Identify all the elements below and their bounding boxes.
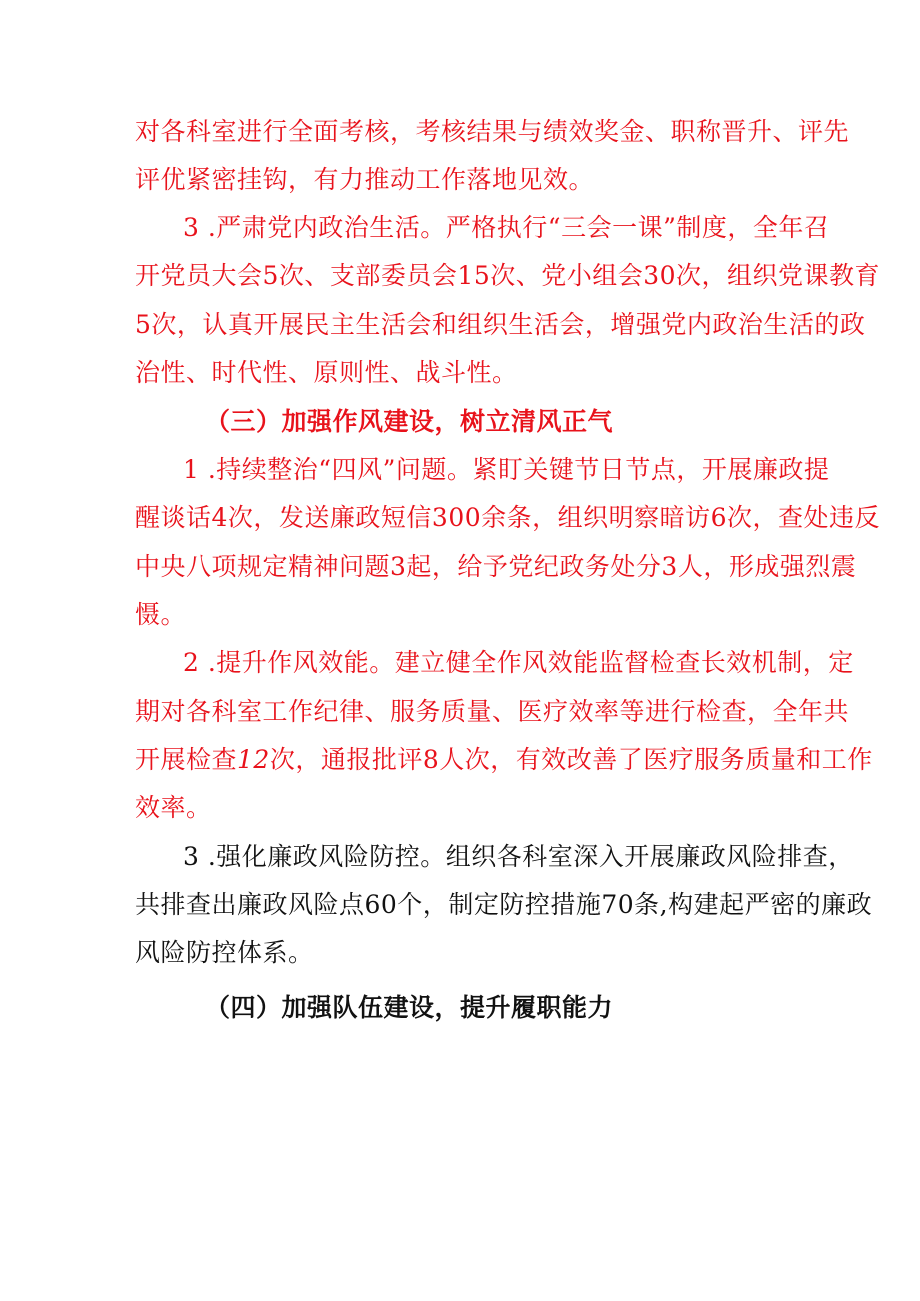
paragraph-line: 共排查出廉政风险点60个，制定防控措施70条,构建起严密的廉政 xyxy=(135,890,873,919)
paragraph-line: 3 .严肃党内政治生活。严格执行“三会一课”制度，全年召 xyxy=(183,213,830,242)
paragraph-line: 1 .持续整治“四风”问题。紧盯关键节日节点，开展廉政提 xyxy=(183,455,830,484)
section-heading: （三）加强作风建设，树立清风正气 xyxy=(205,407,614,436)
paragraph-line: 对各科室进行全面考核，考核结果与绩效奖金、职称晋升、评先 xyxy=(135,117,850,146)
line-text-start: 开展检查 xyxy=(135,745,238,774)
paragraph-line xyxy=(135,745,873,775)
paragraph-line: 治性、时代性、原则性、战斗性。 xyxy=(135,358,518,387)
line-text-end: 次，通报批评8人次，有效改善了医疗服务质量和工作 xyxy=(269,745,873,774)
section-heading: （四）加强队伍建设，提升履职能力 xyxy=(205,993,614,1022)
paragraph-line: 效率。 xyxy=(135,793,212,822)
paragraph-line: 评优紧密挂钩，有力推动工作落地见效。 xyxy=(135,165,595,194)
paragraph-line: 开党员大会5次、支部委员会15次、党小组会30次，组织党课教育 xyxy=(135,261,881,290)
paragraph-line: 3 .强化廉政风险防控。组织各科室深入开展廉政风险排查， xyxy=(183,842,854,871)
paragraph-line: 慑。 xyxy=(135,600,187,629)
paragraph-line: 2 .提升作风效能。建立健全作风效能监督检查长效机制，定 xyxy=(183,648,854,677)
paragraph-line: 醒谈话4次，发送廉政短信300余条，组织明察暗访6次，查处违反 xyxy=(135,503,881,532)
italic-number: 12 xyxy=(237,745,270,774)
paragraph-line: 5次，认真开展民主生活会和组织生活会，增强党内政治生活的政 xyxy=(135,310,866,339)
paragraph-line: 期对各科室工作纪律、服务质量、医疗效率等进行检查，全年共 xyxy=(135,697,850,726)
paragraph-line: 中央八项规定精神问题3起，给予党纪政务处分3人，形成强烈震 xyxy=(135,552,857,581)
paragraph-line: 风险防控体系。 xyxy=(135,938,314,967)
